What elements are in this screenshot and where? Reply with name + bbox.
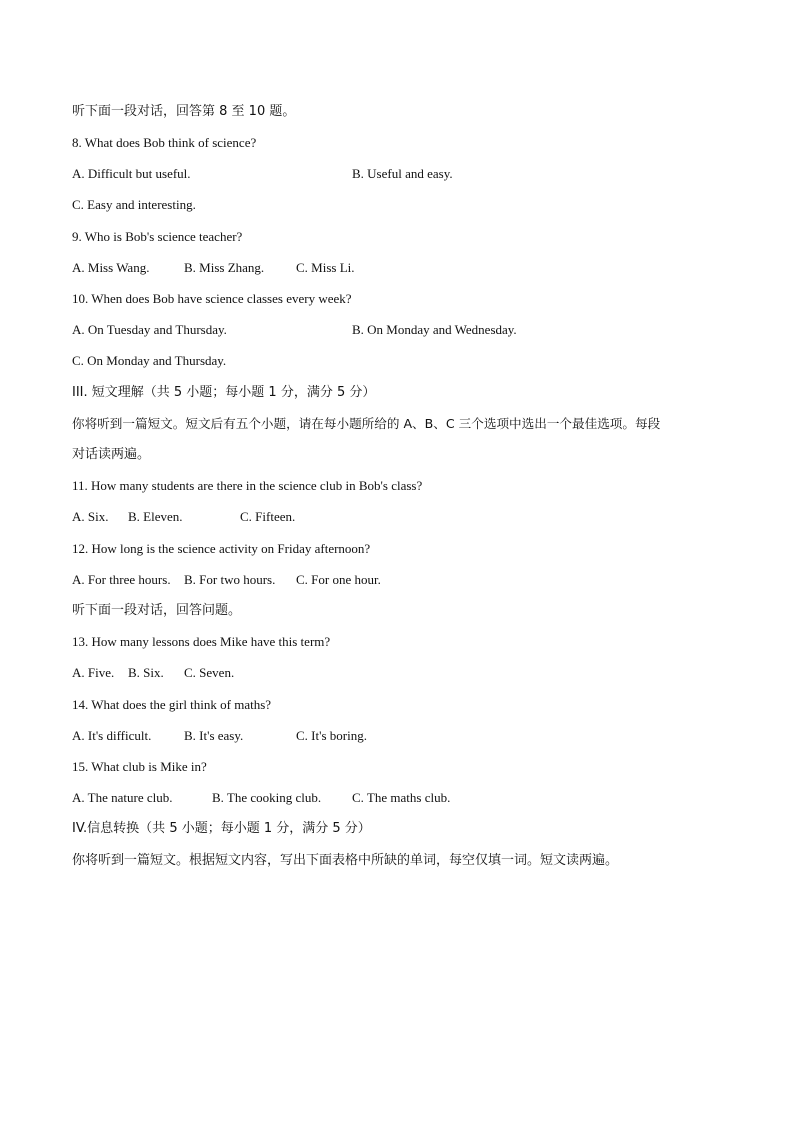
question-14: 14. What does the girl think of maths?: [72, 697, 272, 712]
section-intro-q13-15: 听下面一段对话，回答问题。: [72, 603, 242, 618]
section-4-instruction: 你将听到一篇短文。根据短文内容，写出下面表格中所缺的单词，每空仅填一词。短文读两遍。: [72, 853, 619, 868]
option-q10-c: C. On Monday and Thursday.: [72, 353, 227, 368]
question-11: 11. How many students are there in the science club in Bob's class?: [72, 478, 423, 493]
option-q11-a: A. Six.: [72, 509, 109, 524]
section-3-title: III. 短文理解（共 5 小题；每小题 1 分，满分 5 分）: [72, 385, 376, 400]
option-q9-c: C. Miss Li.: [296, 260, 355, 275]
option-q12-c: C. For one hour.: [296, 572, 381, 587]
option-q15-b: B. The cooking club.: [212, 790, 322, 805]
section-4-title: IV.信息转换（共 5 小题；每小题 1 分，满分 5 分）: [72, 821, 371, 836]
options-q14: [72, 728, 367, 744]
option-q12-a: A. For three hours.: [72, 572, 171, 587]
option-q11-c: C. Fifteen.: [240, 509, 296, 524]
option-q14-c: C. It's boring.: [296, 728, 367, 743]
options-q8-ab: [72, 166, 453, 182]
option-q8-a: A. Difficult but useful.: [72, 166, 191, 181]
options-q9: [72, 260, 355, 276]
question-15: 15. What club is Mike in?: [72, 759, 207, 774]
question-10: 10. When does Bob have science classes every week?: [72, 291, 352, 306]
question-9: 9. Who is Bob's science teacher?: [72, 229, 243, 244]
option-q10-a: A. On Tuesday and Thursday.: [72, 322, 227, 337]
section-3-instruction-line-2: 对话读两遍。: [72, 447, 151, 462]
option-q9-a: A. Miss Wang.: [72, 260, 150, 275]
option-q13-b: B. Six.: [128, 665, 164, 680]
question-12: 12. How long is the science activity on Friday afternoon?: [72, 541, 371, 556]
question-13: 13. How many lessons does Mike have this term?: [72, 634, 331, 649]
option-q14-a: A. It's difficult.: [72, 728, 152, 743]
option-q13-c: C. Seven.: [184, 665, 235, 680]
option-q8-c: C. Easy and interesting.: [72, 197, 196, 212]
section-intro-q8-10: 听下面一段对话，回答第 8 至 10 题。: [72, 104, 296, 119]
question-8: 8. What does Bob think of science?: [72, 135, 257, 150]
option-q11-b: B. Eleven.: [128, 509, 183, 524]
option-q9-b: B. Miss Zhang.: [184, 260, 265, 275]
options-q13: [72, 665, 234, 681]
option-q13-a: A. Five.: [72, 665, 115, 680]
option-q10-b: B. On Monday and Wednesday.: [352, 322, 517, 337]
options-q15: [72, 790, 450, 806]
option-q15-a: A. The nature club.: [72, 790, 173, 805]
section-3-instruction-line-1: 你将听到一篇短文。短文后有五个小题，请在每小题所给的 A、B、C 三个选项中选出一个最佳选项。每段: [72, 416, 661, 431]
options-q11: [72, 509, 295, 525]
option-q14-b: B. It's easy.: [184, 728, 244, 743]
option-q12-b: B. For two hours.: [184, 572, 276, 587]
options-q10-ab: [72, 322, 517, 338]
options-q12: [72, 572, 381, 588]
option-q15-c: C. The maths club.: [352, 790, 451, 805]
option-q8-b: B. Useful and easy.: [352, 166, 453, 181]
